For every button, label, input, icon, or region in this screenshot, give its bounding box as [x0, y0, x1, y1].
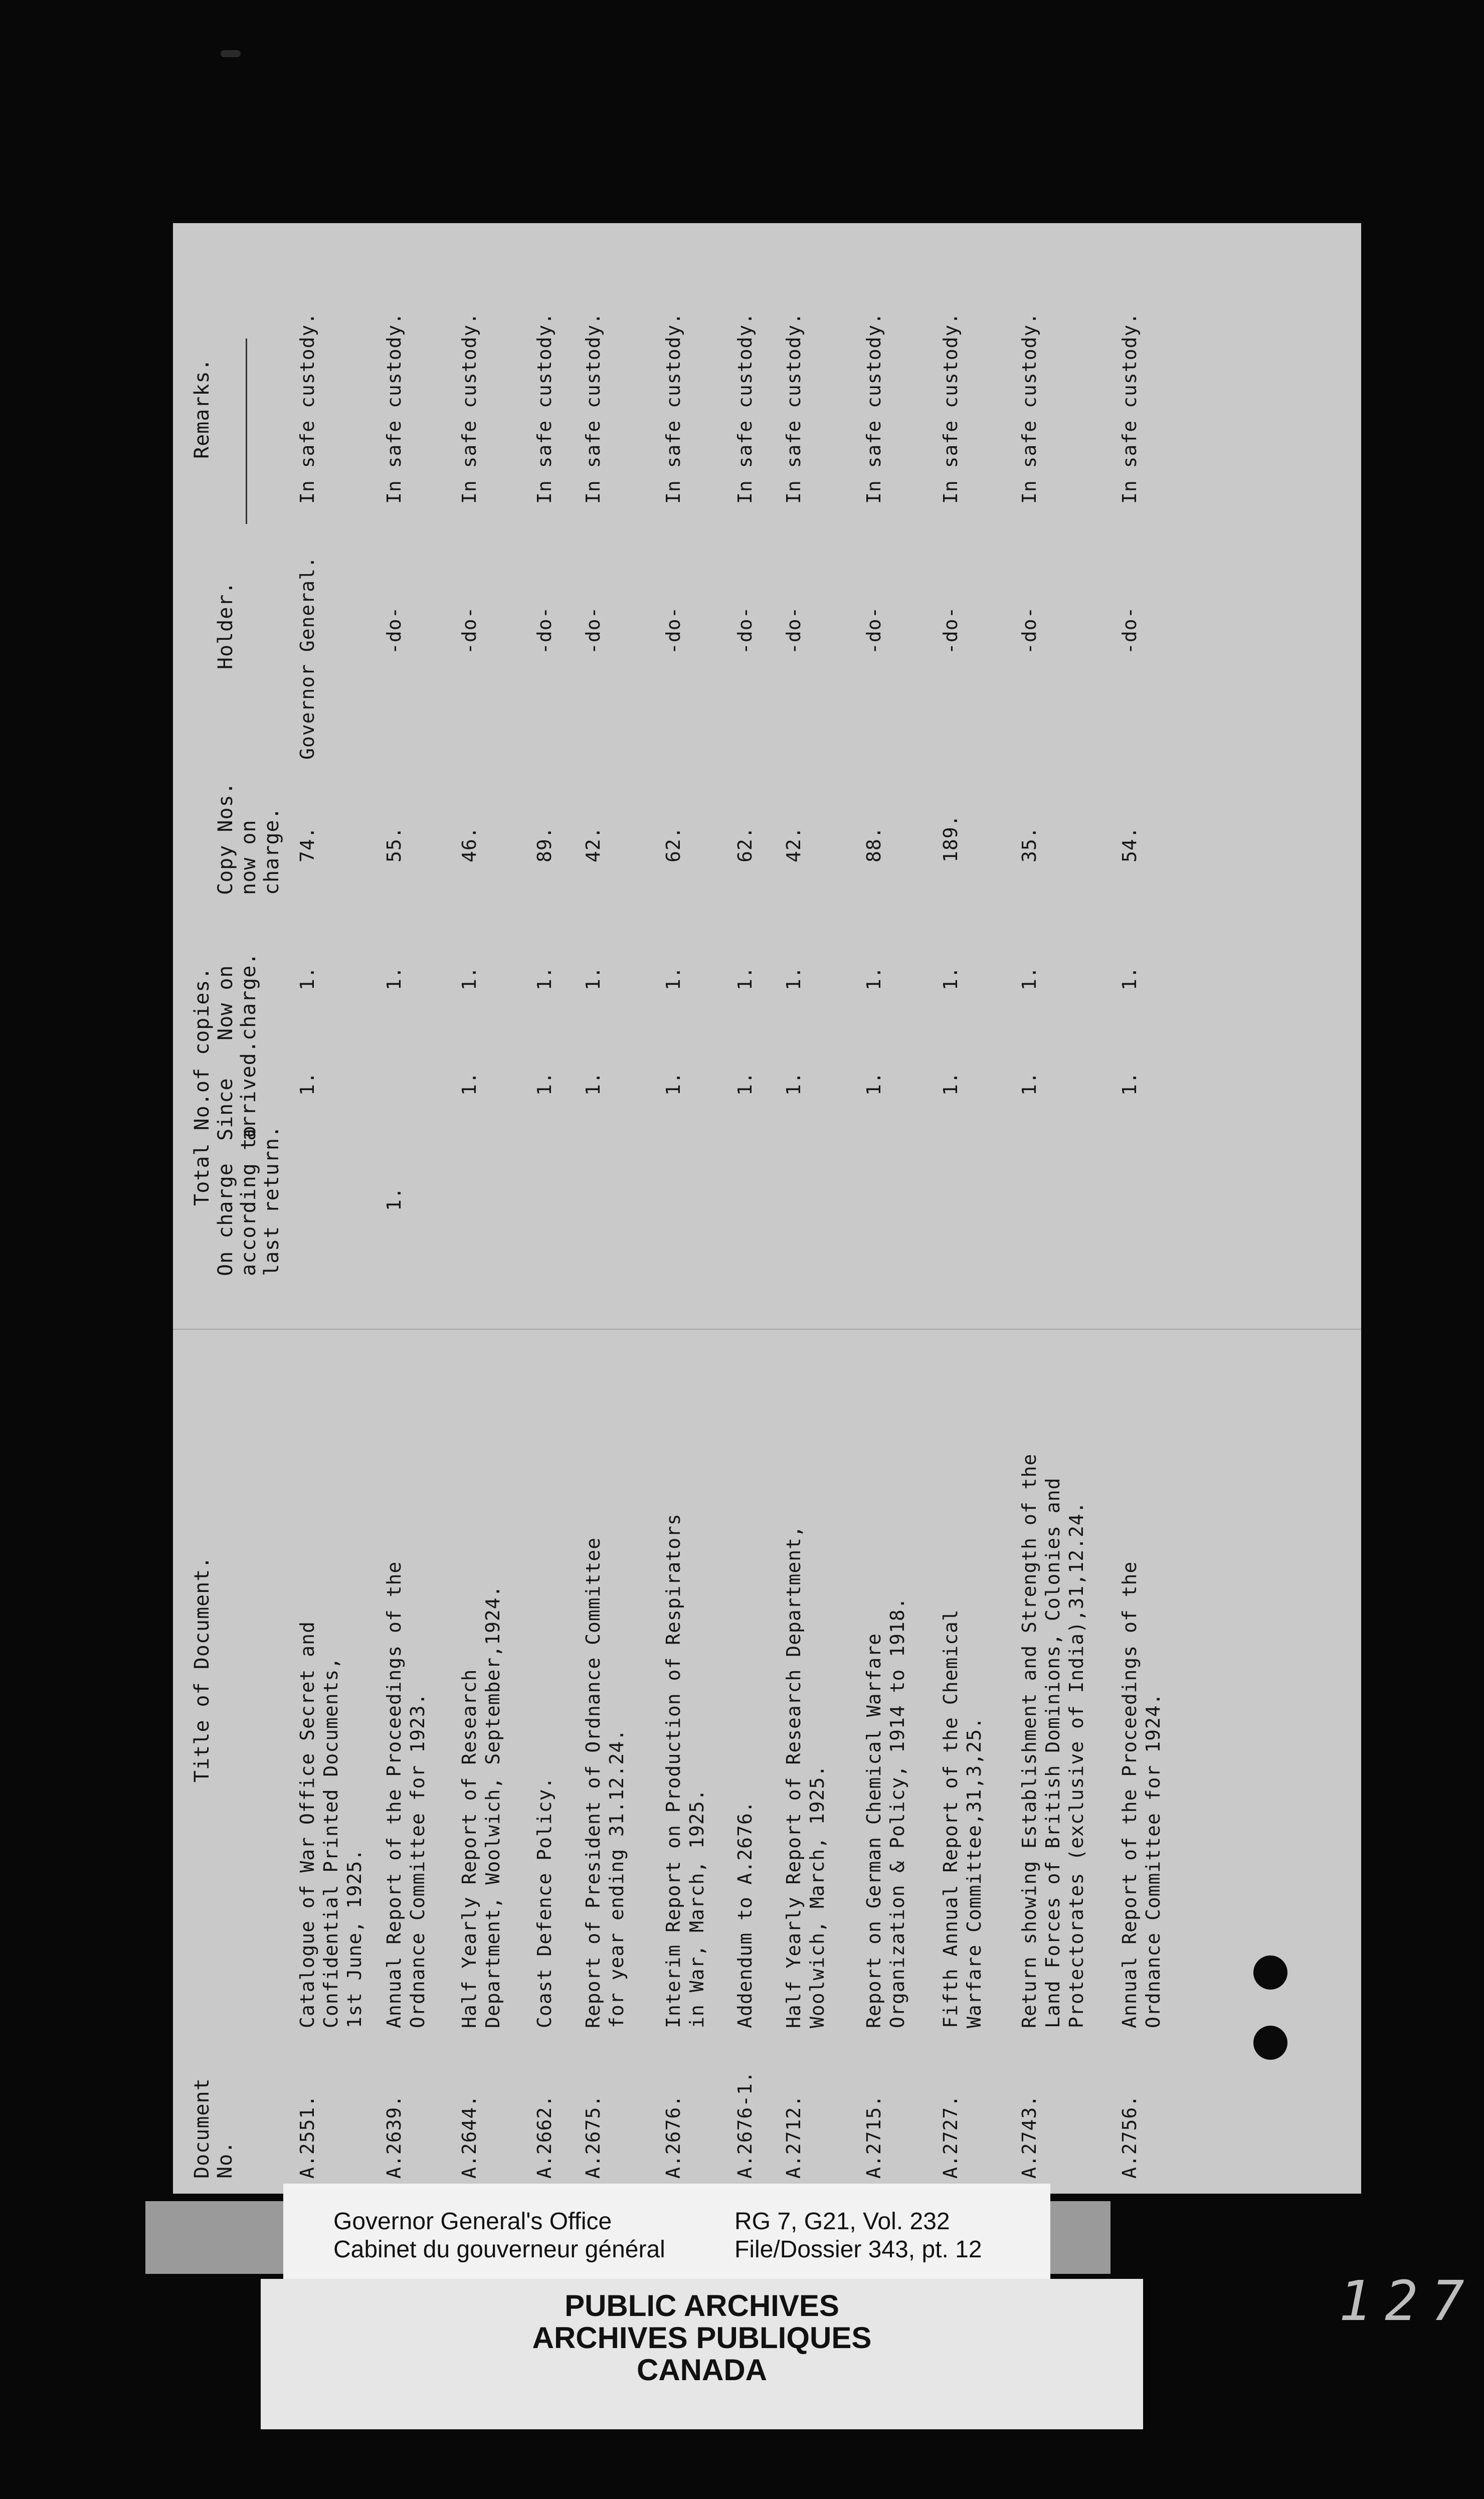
label-reference [734, 2208, 982, 2264]
cell-copy-nos: 46. [458, 826, 480, 862]
header-on-charge: On charge according to last return. [214, 1125, 283, 1276]
cell-since-arrived: 1. [863, 1072, 885, 1096]
cell-copy-nos: 74. [296, 826, 318, 862]
cell-remarks: In safe custody. [1119, 312, 1141, 504]
cell-now-on-charge: 1. [783, 966, 805, 990]
cell-holder: -do- [582, 606, 604, 654]
cell-since-arrived: 1. [1018, 1072, 1040, 1096]
cell-now-on-charge: 1. [383, 966, 405, 990]
cell-copy-nos: 88. [863, 826, 885, 862]
cell-document-no: A.2662. [533, 2094, 555, 2179]
cell-document-no: A.2675. [582, 2094, 604, 2179]
cell-remarks: In safe custody. [863, 312, 885, 504]
label-office [333, 2208, 665, 2264]
cell-since-arrived: 1. [662, 1072, 684, 1096]
cell-since-arrived: 1. [458, 1072, 480, 1096]
office-english: Governor General's Office [333, 2208, 612, 2235]
cell-since-arrived: 1. [1119, 1072, 1141, 1096]
frame-number: 127 [1339, 2269, 1477, 2333]
cell-holder: Governor General. [296, 556, 318, 760]
cell-holder: -do- [863, 606, 885, 654]
cell-title: Report of President of Ordnance Committee for year ending 31.12.24. [582, 1537, 628, 2028]
cell-document-no: A.2676. [662, 2094, 684, 2179]
cell-since-arrived: 1. [582, 1072, 604, 1096]
cell-holder: -do- [662, 606, 684, 654]
document-page [173, 223, 1361, 2194]
header-total-copies: Total No.of copies. [191, 967, 214, 1206]
cell-document-no: A.2756. [1119, 2094, 1141, 2179]
cell-now-on-charge: 1. [1119, 966, 1141, 990]
cell-now-on-charge: 1. [533, 966, 555, 990]
cell-document-no: A.2715. [863, 2094, 885, 2179]
cell-document-no: A.2676-1. [734, 2071, 756, 2179]
cell-title: Addendum to A.2676. [734, 1801, 756, 2028]
cell-copy-nos: 54. [1119, 826, 1141, 862]
public-archives-stamp [261, 2279, 1143, 2429]
cell-remarks: In safe custody. [533, 312, 555, 504]
cell-since-arrived: 1. [940, 1072, 962, 1096]
cell-holder: -do- [1119, 606, 1141, 654]
cell-now-on-charge: 1. [296, 966, 318, 990]
archive-reference-label [283, 2184, 1050, 2291]
cell-title: Report on German Chemical Warfare Organization & Policy, 1914 to 1918. [863, 1597, 908, 2028]
header-remarks: Remarks. [191, 358, 214, 459]
cell-remarks: In safe custody. [783, 312, 805, 504]
cell-holder: -do- [533, 606, 555, 654]
cell-title: Return showing Establishment and Strength of the Land Forces of British Dominions, Colonies and Protectorates (exclusive of India),31,12.24. [1018, 1453, 1087, 2028]
cell-holder: -do- [383, 606, 405, 654]
header-now-on-charge: Now on charge. [214, 952, 260, 1040]
punch-hole [1253, 1955, 1287, 1990]
cell-copy-nos: 62. [662, 826, 684, 862]
stamp-line-3: CANADA [637, 2353, 767, 2387]
cell-since-arrived: 1. [783, 1072, 805, 1096]
header-since-arrived: Since arrived. [214, 1040, 260, 1141]
cell-document-no: A.2644. [458, 2094, 480, 2179]
stamp-line-1: PUBLIC ARCHIVES [565, 2289, 839, 2323]
cell-remarks: In safe custody. [1018, 312, 1040, 504]
cell-now-on-charge: 1. [940, 966, 962, 990]
cell-remarks: In safe custody. [662, 312, 684, 504]
cell-now-on-charge: 1. [458, 966, 480, 990]
cell-copy-nos: 42. [783, 826, 805, 862]
cell-now-on-charge: 1. [863, 966, 885, 990]
office-french: Cabinet du gouverneur général [333, 2236, 665, 2263]
cell-document-no: A.2639. [383, 2094, 405, 2179]
cell-title: Fifth Annual Report of the Chemical Warfare Committee,31,3,25. [940, 1609, 985, 2028]
cell-on-charge: 1. [383, 1187, 405, 1211]
cell-copy-nos: 89. [533, 826, 555, 862]
cell-holder: -do- [1018, 606, 1040, 654]
cell-since-arrived: 1. [734, 1072, 756, 1096]
cell-remarks: In safe custody. [940, 312, 962, 504]
cell-copy-nos: 55. [383, 826, 405, 862]
remarks-underline [246, 338, 247, 524]
custody-return-table [173, 223, 1361, 2194]
cell-document-no: A.2712. [783, 2094, 805, 2179]
header-holder: Holder. [214, 581, 237, 669]
cell-document-no: A.2727. [940, 2094, 962, 2179]
cell-remarks: In safe custody. [734, 312, 756, 504]
cell-remarks: In safe custody. [582, 312, 604, 504]
cell-now-on-charge: 1. [734, 966, 756, 990]
cell-holder: -do- [458, 606, 480, 654]
cell-remarks: In safe custody. [296, 312, 318, 504]
header-document-no: Document No. [191, 2078, 237, 2179]
cell-holder: -do- [783, 606, 805, 654]
cell-title: Annual Report of the Proceedings of the Ordnance Committee for 1923. [383, 1561, 429, 2028]
file-dossier: File/Dossier 343, pt. 12 [734, 2236, 982, 2263]
cell-since-arrived: 1. [296, 1072, 318, 1096]
cell-holder: -do- [940, 606, 962, 654]
cell-holder: -do- [734, 606, 756, 654]
cell-title: Annual Report of the Proceedings of the Ordnance Committee for 1924. [1119, 1561, 1164, 2028]
cell-title: Half Yearly Report of Research Department, Woolwich, March, 1925. [783, 1525, 828, 2028]
header-title: Title of Document. [191, 1556, 214, 1782]
cell-document-no: A.2743. [1018, 2094, 1040, 2179]
cell-title: Half Yearly Report of Research Department, Woolwich, September,1924. [458, 1585, 504, 2028]
cell-since-arrived: 1. [533, 1072, 555, 1096]
cell-copy-nos: 62. [734, 826, 756, 862]
header-copy-nos: Copy Nos. now on charge. [214, 782, 283, 895]
cell-title: Catalogue of War Office Secret and Confidential Printed Documents, 1st June, 1925. [296, 1621, 365, 2028]
cell-title: Interim Report on Production of Respirators in War, March, 1925. [662, 1513, 708, 2028]
cell-remarks: In safe custody. [458, 312, 480, 504]
cell-title: Coast Defence Policy. [533, 1776, 555, 2028]
cell-copy-nos: 35. [1018, 826, 1040, 862]
cell-document-no: A.2551. [296, 2094, 318, 2179]
record-group: RG 7, G21, Vol. 232 [734, 2208, 950, 2235]
cell-now-on-charge: 1. [1018, 966, 1040, 990]
film-mark [221, 50, 241, 57]
cell-now-on-charge: 1. [662, 966, 684, 990]
cell-copy-nos: 42. [582, 826, 604, 862]
cell-remarks: In safe custody. [383, 312, 405, 504]
cell-copy-nos: 189. [940, 814, 962, 862]
punch-hole [1253, 2026, 1287, 2060]
stamp-line-2: ARCHIVES PUBLIQUES [532, 2321, 872, 2355]
cell-now-on-charge: 1. [582, 966, 604, 990]
